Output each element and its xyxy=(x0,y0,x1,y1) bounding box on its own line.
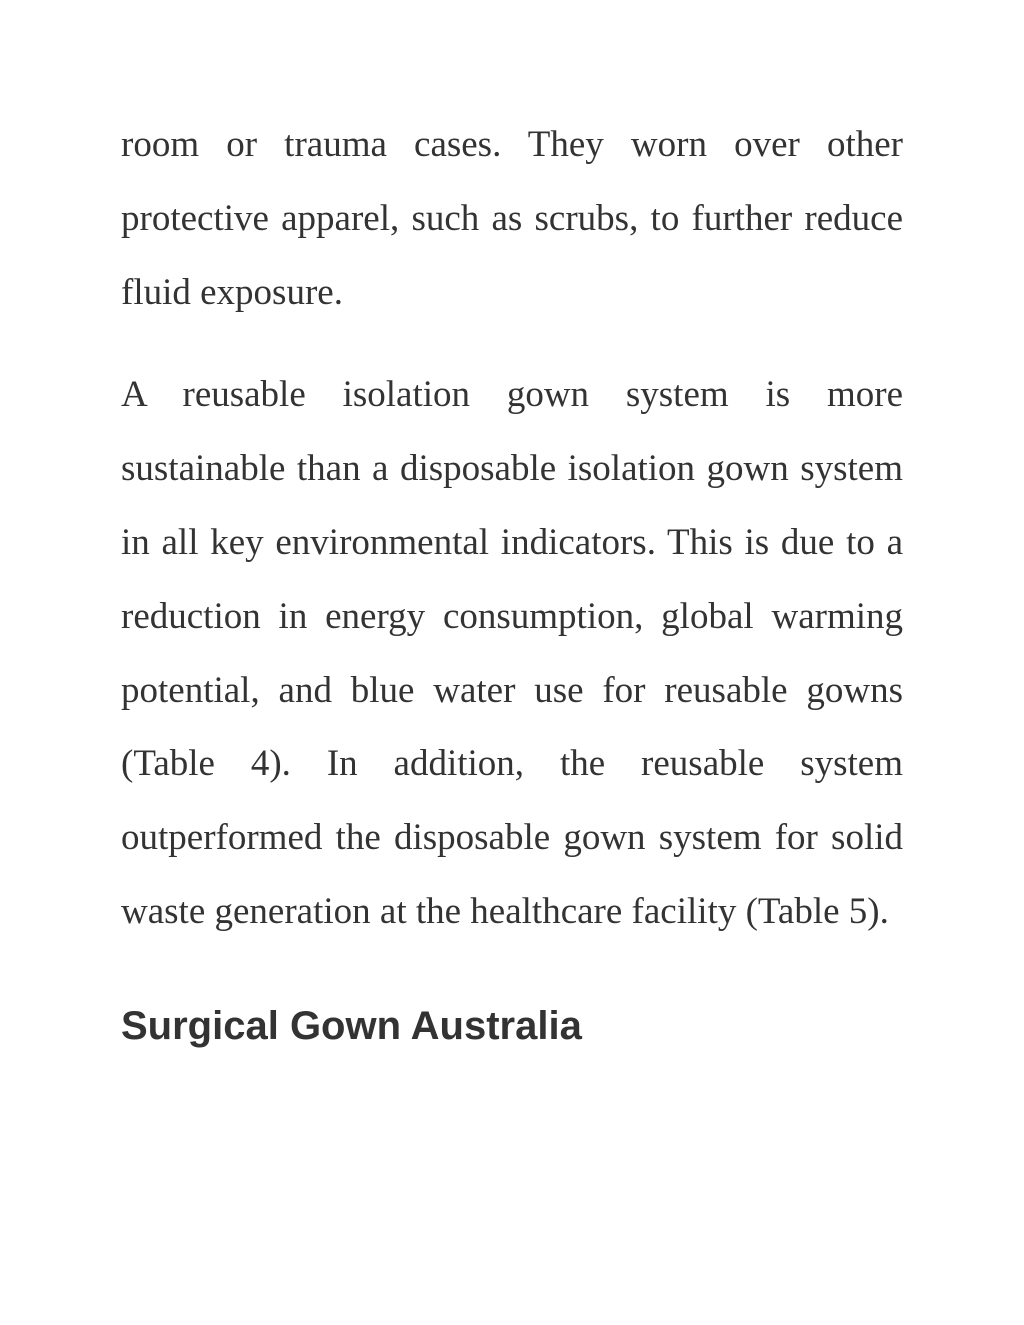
document-page xyxy=(121,108,903,1050)
section-heading: Surgical Gown Australia xyxy=(121,1003,582,1048)
paragraph-continuation: room or trauma cases. They worn over other protective apparel, such as scrubs, to further reduce fluid exposure. xyxy=(121,124,903,313)
paragraph-reusable-gown: A reusable isolation gown system is more sustainable than a disposable isolation gown system in all key environmental indicators. This is due to a reduction in energy consumption, global warming potential, and blue water use for reusable gowns (Table 4). In addition, the reusable system outperformed the disposable gown system for solid waste generation at the healthcare facility (Table 5). xyxy=(121,374,903,932)
